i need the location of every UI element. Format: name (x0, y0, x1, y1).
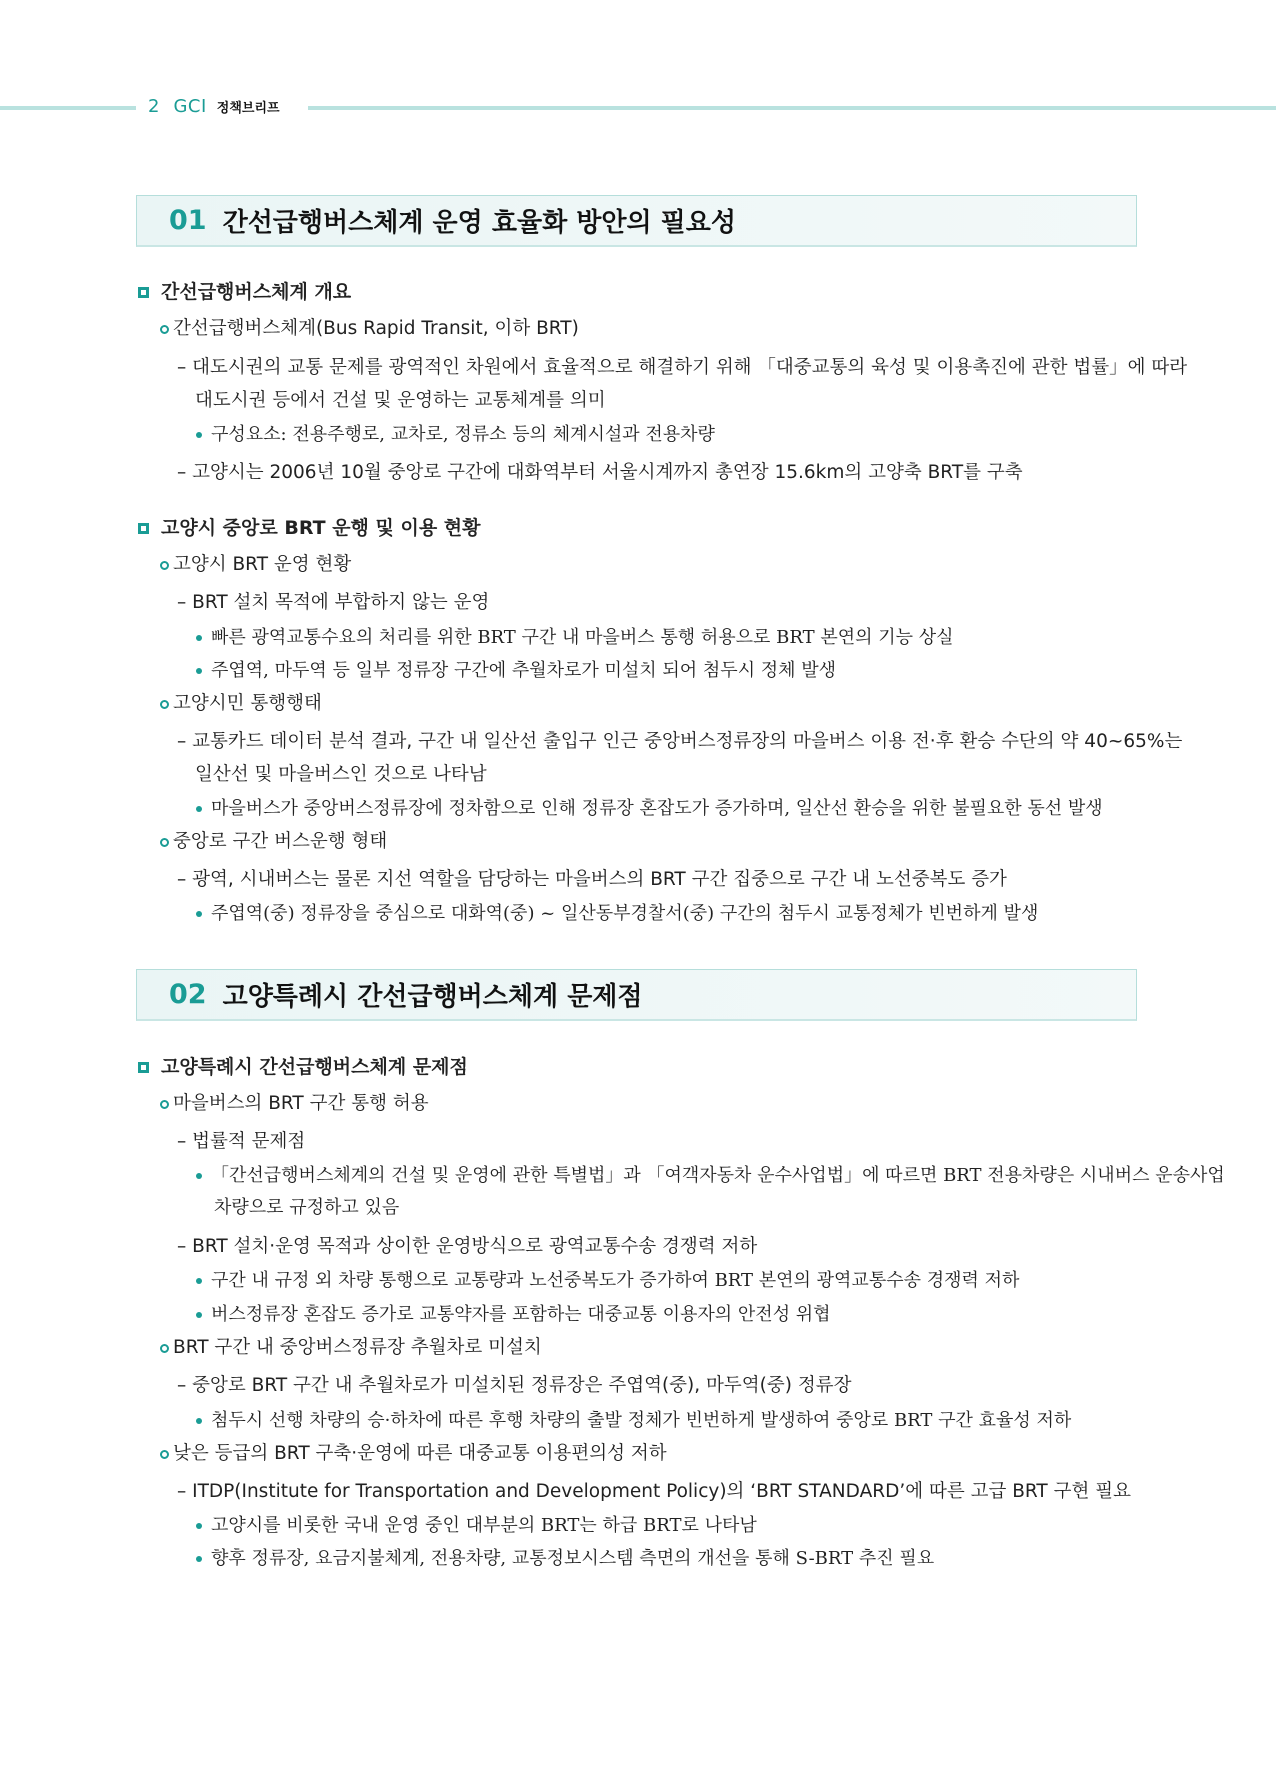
page-header (148, 96, 280, 120)
subheading-item (160, 1335, 542, 1361)
brand-name: GCI (173, 96, 207, 117)
dash-item: – 교통카드 데이터 분석 결과, 구간 내 일산선 출입구 인근 중앙버스정류장의 마을버스 이용 전·후 환승 수단의 약 40~65%는 (177, 731, 1183, 752)
dash-item-continued: 일산선 및 마을버스인 것으로 나타남 (195, 764, 487, 785)
section-title-box (136, 195, 1137, 247)
dot-bullet-icon (196, 1173, 202, 1179)
bullet-item (196, 1408, 1071, 1434)
section-title-box (136, 969, 1137, 1021)
circle-bullet-icon (160, 325, 169, 334)
dash-item: – 법률적 문제점 (177, 1131, 306, 1152)
subheading-item (160, 1091, 429, 1117)
dash-item-continued: 대도시권 등에서 건설 및 운영하는 교통체계를 의미 (195, 390, 606, 411)
dash-item: – BRT 설치 목적에 부합하지 않는 운영 (177, 592, 490, 613)
bullet-item (196, 625, 954, 651)
bullet-text: 주엽역, 마두역 등 일부 정류장 구간에 추월차로가 미설치 되어 첨두시 정체 발생 (211, 660, 837, 681)
header-rule-right (308, 106, 1276, 110)
subheading-item (160, 829, 387, 855)
dot-bullet-icon (196, 1278, 202, 1284)
dash-item: – 광역, 시내버스는 물론 지선 역할을 담당하는 마을버스의 BRT 구간 집중으로 구간 내 노선중복도 증가 (177, 869, 1007, 890)
subheading-text: 낮은 등급의 BRT 구축·운영에 따른 대중교통 이용편의성 저하 (173, 1443, 667, 1464)
bullet-text: 「간선급행버스체계의 건설 및 운영에 관한 특별법」과 「여객자동차 운수사업법」에 따르면 BRT 전용차량은 시내버스 운송사업 (211, 1165, 1225, 1186)
subheading-text: 마을버스의 BRT 구간 통행 허용 (173, 1093, 429, 1114)
header-rule-left (0, 106, 136, 110)
circle-bullet-icon (160, 838, 169, 847)
dash-item: – 대도시권의 교통 문제를 광역적인 차원에서 효율적으로 해결하기 위해 「대중교통의 육성 및 이용촉진에 관한 법률」에 따라 (177, 357, 1188, 378)
dot-bullet-icon (196, 1523, 202, 1529)
bullet-item (196, 1163, 1225, 1189)
subheading-item (160, 316, 579, 342)
dot-bullet-icon (196, 432, 202, 438)
square-bullet-icon (138, 1062, 149, 1073)
bullet-text: 첨두시 선행 차량의 승·하차에 따른 후행 차량의 출발 정체가 빈번하게 발생하여 중앙로 BRT 구간 효율성 저하 (211, 1410, 1072, 1431)
bullet-text: 버스정류장 혼잡도 증가로 교통약자를 포함하는 대중교통 이용자의 안전성 위협 (211, 1304, 831, 1325)
series-name: 정책브리프 (216, 101, 280, 116)
circle-bullet-icon (160, 1344, 169, 1353)
subheading-item (160, 552, 351, 578)
subheading-item (160, 691, 322, 717)
bullet-item (196, 901, 1038, 927)
dot-bullet-icon (196, 1418, 202, 1424)
bullet-text: 마을버스가 중앙버스정류장에 정차함으로 인해 정류장 혼잡도가 증가하며, 일산선 환승을 위한 불필요한 동선 발생 (211, 798, 1103, 819)
square-bullet-icon (138, 287, 149, 298)
circle-bullet-icon (160, 1450, 169, 1459)
dot-bullet-icon (196, 635, 202, 641)
heading-text: 간선급행버스체계 개요 (161, 281, 352, 303)
dot-bullet-icon (196, 1556, 202, 1562)
bullet-text: 구간 내 규정 외 차량 통행으로 교통량과 노선중복도가 증가하여 BRT 본연의 광역교통수송 경쟁력 저하 (211, 1270, 1020, 1291)
bullet-text: 주엽역(중) 정류장을 중심으로 대화역(중) ~ 일산동부경찰서(중) 구간의 첨두시 교통정체가 빈번하게 발생 (211, 903, 1039, 924)
heading-item (138, 1054, 468, 1080)
bullet-item (196, 1513, 757, 1539)
bullet-text: 구성요소: 전용주행로, 교차로, 정류소 등의 체계시설과 전용차량 (211, 424, 715, 445)
bullet-text: 향후 정류장, 요금지불체계, 전용차량, 교통정보시스템 측면의 개선을 통해 S-BRT 추진 필요 (211, 1548, 935, 1569)
subheading-text: BRT 구간 내 중앙버스정류장 추월차로 미설치 (173, 1337, 542, 1358)
bullet-text: 고양시를 비롯한 국내 운영 중인 대부분의 BRT는 하급 BRT로 나타남 (211, 1515, 757, 1536)
dot-bullet-icon (196, 806, 202, 812)
section-title: 간선급행버스체계 운영 효율화 방안의 필요성 (222, 208, 736, 238)
heading-text: 고양특례시 간선급행버스체계 문제점 (161, 1056, 468, 1078)
heading-item (138, 515, 481, 541)
bullet-item (196, 658, 836, 684)
circle-bullet-icon (160, 561, 169, 570)
heading-item (138, 279, 351, 305)
dot-bullet-icon (196, 1312, 202, 1318)
bullet-item (196, 796, 1103, 822)
bullet-text: 빠른 광역교통수요의 처리를 위한 BRT 구간 내 마을버스 통행 허용으로 BRT 본연의 기능 상실 (211, 627, 954, 648)
bullet-item (196, 1546, 934, 1572)
circle-bullet-icon (160, 700, 169, 709)
dot-bullet-icon (196, 911, 202, 917)
dash-item: – 중앙로 BRT 구간 내 추월차로가 미설치된 정류장은 주엽역(중), 마두역(중) 정류장 (177, 1375, 852, 1396)
section-number: 01 (169, 205, 207, 236)
dot-bullet-icon (196, 668, 202, 674)
bullet-item (196, 1302, 831, 1328)
bullet-item-continued: 차량으로 규정하고 있음 (214, 1197, 400, 1218)
subheading-text: 중앙로 구간 버스운행 형태 (173, 831, 388, 852)
subheading-text: 고양시 BRT 운영 현황 (173, 554, 352, 575)
subheading-text: 고양시민 통행행태 (173, 693, 322, 714)
bullet-item (196, 422, 715, 448)
page-number: 2 (148, 96, 160, 117)
heading-text: 고양시 중앙로 BRT 운행 및 이용 현황 (161, 517, 481, 539)
dash-item: – BRT 설치·운영 목적과 상이한 운영방식으로 광역교통수송 경쟁력 저하 (177, 1236, 758, 1257)
dash-item: – 고양시는 2006년 10월 중앙로 구간에 대화역부터 서울시계까지 총연장 15.6km의 고양축 BRT를 구축 (177, 462, 1023, 483)
dash-item: – ITDP(Institute for Transportation and Development Policy)의 ‘BRT STANDARD’에 따른 고급 BRT 구현 필요 (177, 1481, 1131, 1502)
bullet-item (196, 1268, 1019, 1294)
subheading-text: 간선급행버스체계(Bus Rapid Transit, 이하 BRT) (173, 318, 579, 339)
subheading-item (160, 1441, 667, 1467)
section-title: 고양특례시 간선급행버스체계 문제점 (222, 982, 643, 1012)
circle-bullet-icon (160, 1100, 169, 1109)
section-number: 02 (169, 979, 207, 1010)
square-bullet-icon (138, 523, 149, 534)
